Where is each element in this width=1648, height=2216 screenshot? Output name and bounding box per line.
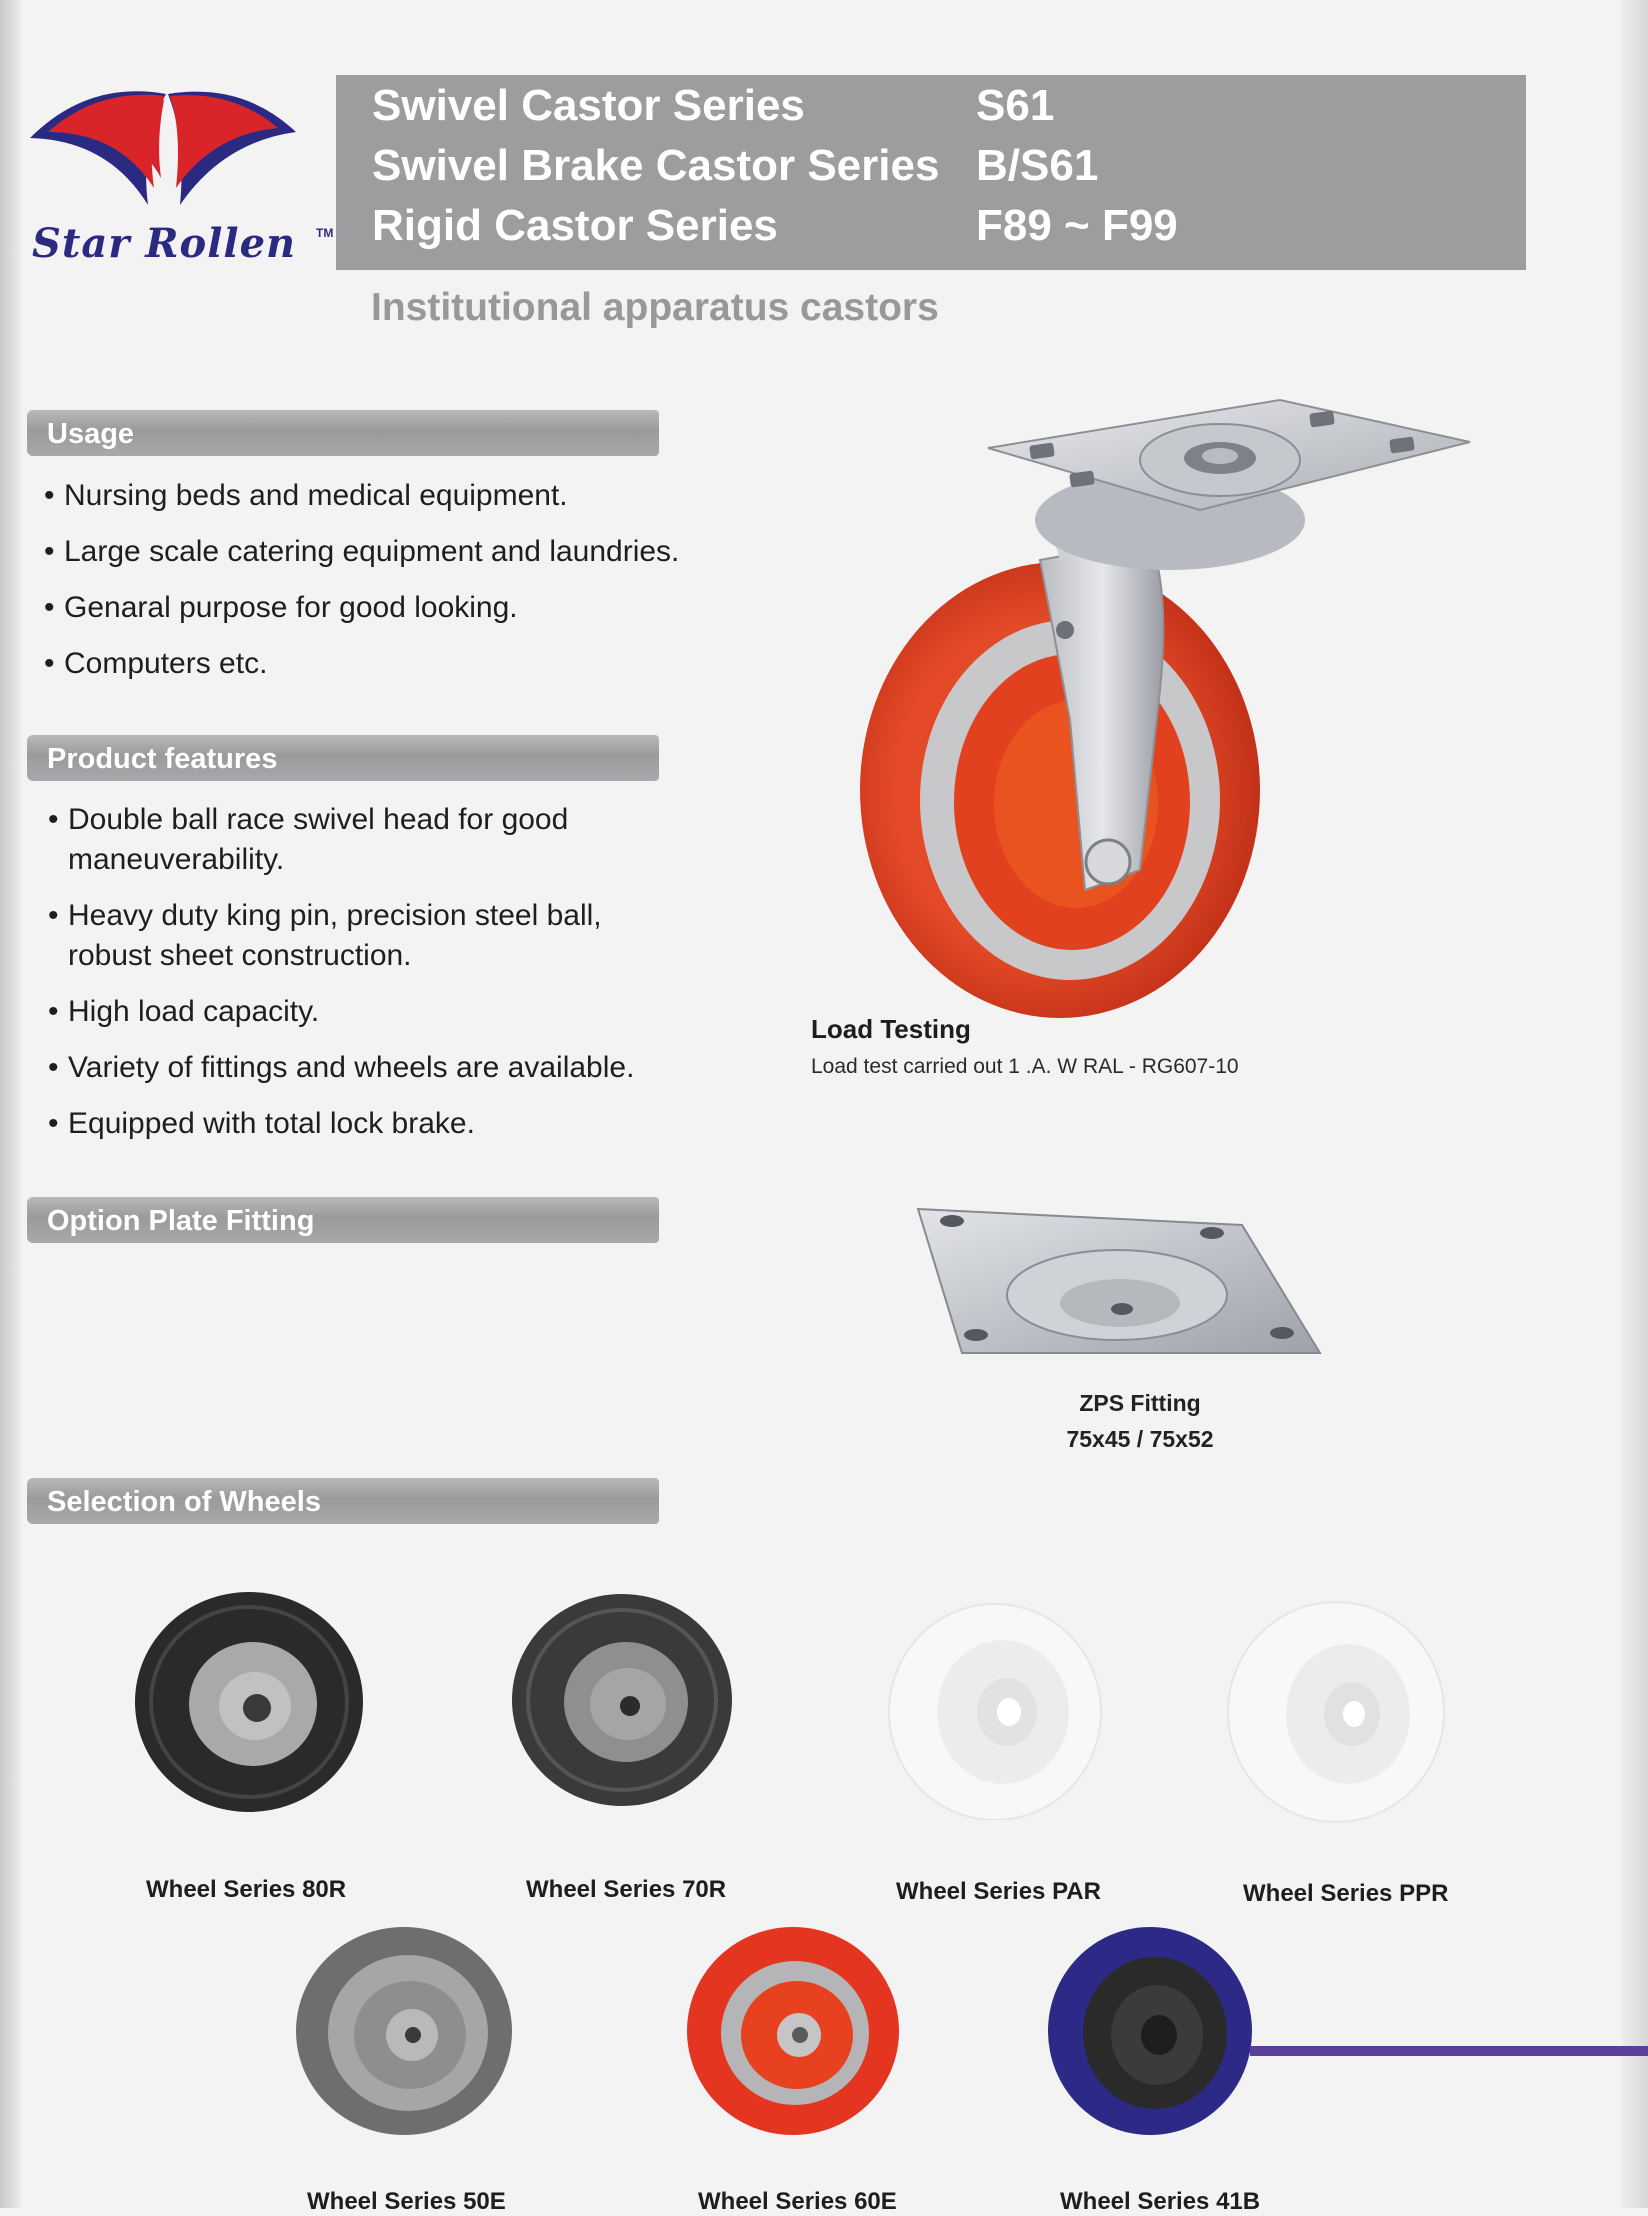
section-header-wheels xyxy=(27,1478,659,1524)
series-name-3: Rigid Castor Series xyxy=(372,201,778,250)
section-header-usage xyxy=(27,410,659,456)
wheel-label-ppr: Wheel Series PPR xyxy=(1243,1880,1449,1907)
brand-name: Star Rollen xyxy=(32,220,297,267)
section-title-usage: Usage xyxy=(47,418,135,450)
wheel-ppr-image xyxy=(1224,1600,1449,1825)
features-list xyxy=(48,800,634,1160)
zps-fitting-name: ZPS Fitting xyxy=(1079,1390,1201,1416)
feature-item: • Equipped with total lock brake. xyxy=(48,1107,475,1140)
usage-item: • Nursing beds and medical equipment. xyxy=(44,479,568,512)
section-title-features: Product features xyxy=(47,743,278,775)
wheel-par-image xyxy=(885,1600,1105,1820)
usage-item: • Computers etc. xyxy=(44,647,268,680)
usage-list xyxy=(44,476,679,700)
feature-item: • Heavy duty king pin, precision steel ball, robust sheet construction. xyxy=(48,899,602,972)
usage-item: • Genaral purpose for good looking. xyxy=(44,591,518,624)
section-header-features xyxy=(27,735,659,781)
load-testing-title: Load Testing xyxy=(811,1014,971,1044)
page-binding-shadow xyxy=(0,0,22,2208)
feature-item: • High load capacity. xyxy=(48,995,320,1028)
section-title-wheels: Selection of Wheels xyxy=(47,1486,321,1518)
wheel-60e-image xyxy=(683,1925,903,2140)
page-subtitle: Institutional apparatus castors xyxy=(371,286,939,329)
zps-fitting-size: 75x45 / 75x52 xyxy=(1066,1426,1214,1452)
logo-wings-icon xyxy=(28,70,298,220)
series-name-1: Swivel Castor Series xyxy=(372,81,805,130)
wheel-label-50e: Wheel Series 50E xyxy=(307,2188,506,2215)
wheel-label-60e: Wheel Series 60E xyxy=(698,2188,897,2215)
section-header-option-plate xyxy=(27,1197,659,1243)
feature-item: • Variety of fittings and wheels are available. xyxy=(48,1051,635,1084)
zps-fitting-plate-image xyxy=(912,1205,1332,1365)
trademark-mark: TM xyxy=(316,226,334,240)
wheel-80r-image xyxy=(133,1590,368,1815)
wheel-label-par: Wheel Series PAR xyxy=(896,1878,1101,1905)
feature-item: • Double ball race swivel head for good maneuverability. xyxy=(48,803,569,876)
brand-logo xyxy=(28,70,334,280)
series-name-2: Swivel Brake Castor Series xyxy=(372,141,940,190)
load-testing-text: Load test carried out 1 .A. W RAL - RG607-10 xyxy=(811,1055,1239,1078)
accent-stripe xyxy=(1250,2046,1648,2056)
series-code-3: F89 ~ F99 xyxy=(976,201,1178,250)
wheel-70r-image xyxy=(510,1590,735,1810)
wheel-label-80r: Wheel Series 80R xyxy=(146,1876,347,1903)
wheel-label-41b: Wheel Series 41B xyxy=(1060,2188,1261,2215)
wheel-label-70r: Wheel Series 70R xyxy=(526,1876,727,1903)
series-code-1: S61 xyxy=(976,81,1055,130)
section-title-option-plate: Option Plate Fitting xyxy=(47,1205,315,1237)
series-code-2: B/S61 xyxy=(976,141,1099,190)
wheel-50e-image xyxy=(292,1925,517,2140)
swivel-castor-image xyxy=(840,390,1480,1040)
page-edge xyxy=(1622,0,1648,2208)
usage-item: • Large scale catering equipment and laundries. xyxy=(44,535,680,568)
series-header-band xyxy=(336,75,1526,270)
wheel-41b-image xyxy=(1045,1925,1255,2140)
